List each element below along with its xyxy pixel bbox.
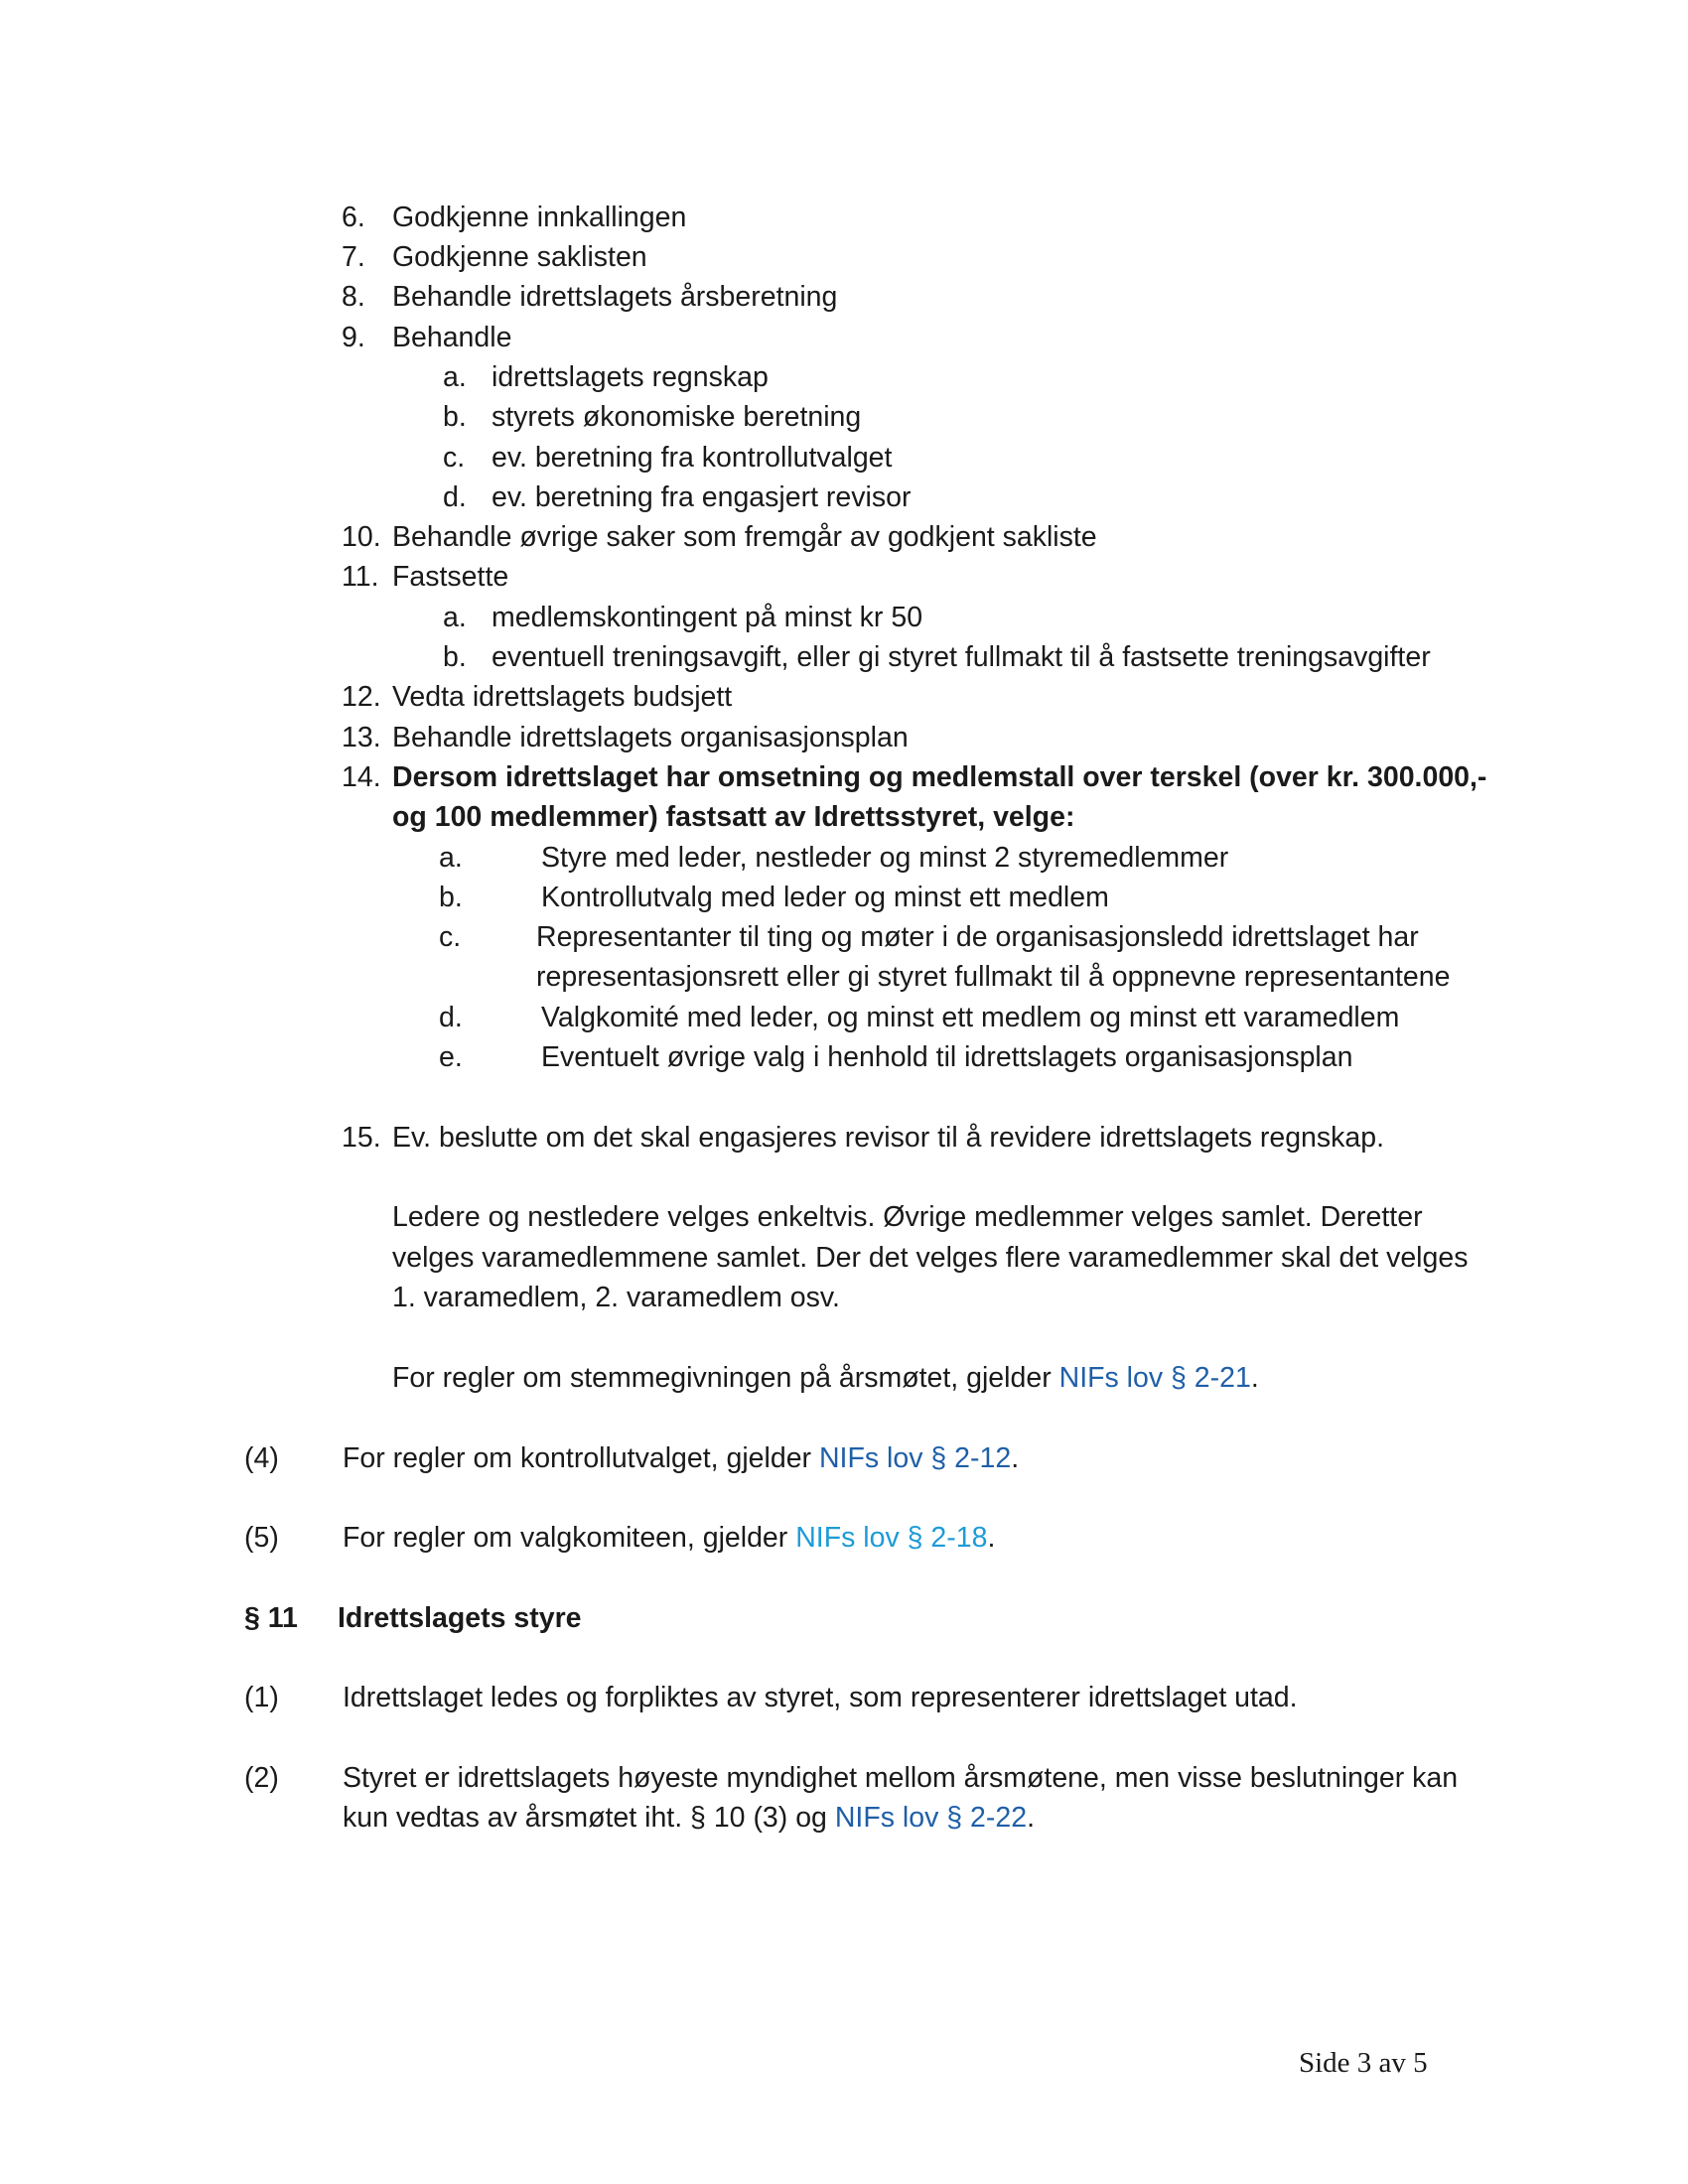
item-number: 15.	[342, 1122, 381, 1154]
subitem-text: Kontrollutvalg med leder og minst ett medlem	[541, 882, 1109, 913]
subitem-text: Eventuelt øvrige valg i henhold til idrettslagets organisasjonsplan	[541, 1041, 1353, 1073]
item-text: Behandle	[392, 322, 512, 353]
text: For regler om valgkomiteen, gjelder	[343, 1522, 796, 1554]
punctuation: .	[1250, 1362, 1259, 1394]
nif-law-2-21-link[interactable]: NIFs lov § 2-21	[1058, 1362, 1251, 1394]
subitem-text: styrets økonomiske beretning	[492, 401, 862, 433]
paragraph-symbol: § 11	[244, 1602, 298, 1634]
item-number: 13.	[342, 722, 381, 753]
item-text-bold-cont: og 100 medlemmer) fastsatt av Idrettsstyret, velge:	[392, 801, 1075, 833]
subitem-text: idrettslagets regnskap	[492, 361, 769, 393]
nif-law-2-12-link[interactable]: NIFs lov § 2-12	[818, 1442, 1012, 1474]
item-number: 10.	[342, 521, 381, 553]
punctuation: .	[987, 1522, 996, 1554]
paragraph-line: Ledere og nestledere velges enkeltvis. Øvrige medlemmer velges samlet. Deretter	[392, 1201, 1423, 1233]
subitem-letter: b.	[443, 401, 467, 433]
subitem-letter: a.	[443, 602, 467, 633]
item-number: 12.	[342, 681, 381, 713]
section-text	[343, 1438, 1019, 1478]
heading-title: Idrettslagets styre	[338, 1602, 582, 1634]
section-number: (5)	[244, 1522, 279, 1554]
subitem-text: Styre med leder, nestleder og minst 2 styremedlemmer	[541, 842, 1229, 874]
section-number: (4)	[244, 1442, 279, 1474]
item-text: Behandle idrettslagets organisasjonsplan	[392, 722, 909, 753]
section-text: Styret er idrettslagets høyeste myndighet mellom årsmøtene, men visse beslutninger kan	[343, 1762, 1459, 1794]
item-text: Behandle idrettslagets årsberetning	[392, 281, 838, 313]
subitem-letter: e.	[439, 1041, 463, 1073]
nif-law-2-18-link[interactable]: NIFs lov § 2-18	[795, 1522, 988, 1554]
subitem-text: ev. beretning fra kontrollutvalget	[492, 442, 893, 474]
subitem-text: Valgkomité med leder, og minst ett medlem og minst ett varamedlem	[541, 1002, 1400, 1033]
item-number: 9.	[342, 322, 365, 353]
paragraph-text: For regler om stemmegivningen på årsmøtet, gjelder	[392, 1362, 1059, 1394]
section-number: (1)	[244, 1682, 279, 1713]
punctuation: .	[1027, 1802, 1035, 1834]
page-number: Side 3 av 5	[1299, 2047, 1428, 2079]
item-number: 14.	[342, 761, 381, 793]
subitem-text: eventuell treningsavgift, eller gi styret fullmakt til å fastsette treningsavgifter	[492, 641, 1431, 673]
section-number: (2)	[244, 1762, 279, 1794]
section-text: Idrettslaget ledes og forpliktes av styret, som representerer idrettslaget utad.	[343, 1682, 1298, 1713]
item-text: Ev. beslutte om det skal engasjeres revisor til å revidere idrettslagets regnskap.	[392, 1122, 1385, 1154]
item-text: Behandle øvrige saker som fremgår av godkjent sakliste	[392, 521, 1097, 553]
text: kun vedtas av årsmøtet iht. § 10 (3) og	[343, 1802, 835, 1834]
item-text: Godkjenne saklisten	[392, 241, 647, 273]
subitem-letter: d.	[439, 1002, 463, 1033]
punctuation: .	[1011, 1442, 1020, 1474]
subitem-letter: c.	[439, 921, 462, 953]
subitem-text-cont: representasjonsrett eller gi styret fullmakt til å oppnevne representantene	[536, 961, 1451, 993]
voting-paragraph	[392, 1358, 1259, 1398]
item-number: 11.	[342, 561, 379, 593]
text: For regler om kontrollutvalget, gjelder	[343, 1442, 819, 1474]
section-text	[343, 1518, 995, 1558]
item-text: Godkjenne innkallingen	[392, 202, 687, 233]
item-number: 7.	[342, 241, 365, 273]
subitem-text: Representanter til ting og møter i de organisasjonsledd idrettslaget har	[536, 921, 1419, 953]
subitem-letter: a.	[443, 361, 467, 393]
paragraph-line: 1. varamedlem, 2. varamedlem osv.	[392, 1282, 840, 1313]
subitem-text: medlemskontingent på minst kr 50	[492, 602, 923, 633]
paragraph-line: velges varamedlemmene samlet. Der det velges flere varamedlemmer skal det velges	[392, 1242, 1469, 1274]
item-text: Fastsette	[392, 561, 509, 593]
subitem-letter: c.	[443, 442, 466, 474]
subitem-letter: d.	[443, 481, 467, 513]
item-number: 8.	[342, 281, 365, 313]
subitem-letter: a.	[439, 842, 463, 874]
subitem-letter: b.	[439, 882, 463, 913]
item-number: 6.	[342, 202, 365, 233]
section-text-cont	[343, 1798, 1035, 1838]
item-text: Vedta idrettslagets budsjett	[392, 681, 733, 713]
nif-law-2-22-link[interactable]: NIFs lov § 2-22	[834, 1802, 1028, 1834]
subitem-text: ev. beretning fra engasjert revisor	[492, 481, 912, 513]
subitem-letter: b.	[443, 641, 467, 673]
item-text-bold: Dersom idrettslaget har omsetning og medlemstall over terskel (over kr. 300.000,-	[392, 761, 1487, 793]
